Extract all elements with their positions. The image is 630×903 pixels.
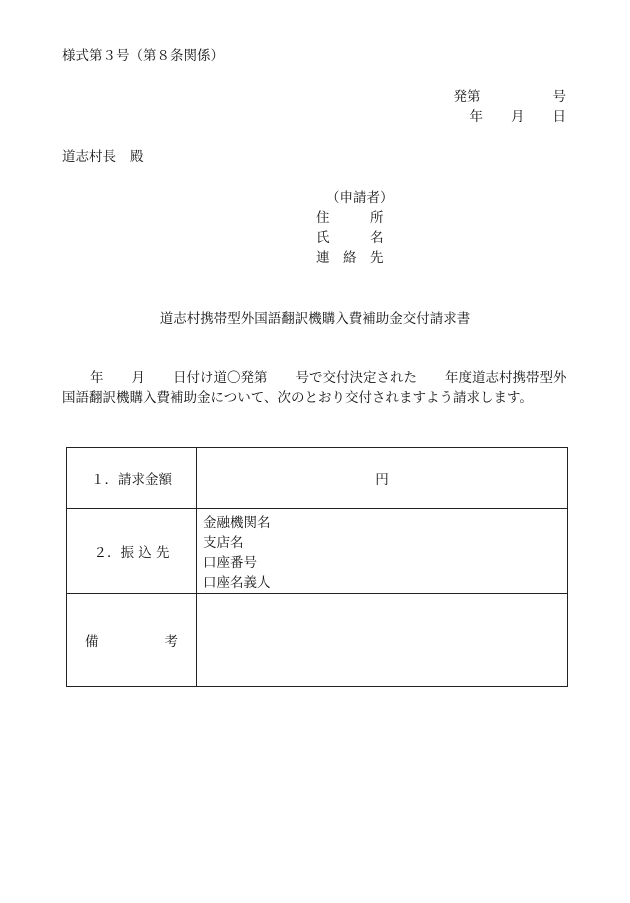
applicant-name-label: 氏 名: [316, 230, 384, 246]
table-row: [67, 509, 568, 594]
date-month: 月: [511, 109, 525, 125]
applicant-address-label: 住 所: [316, 210, 384, 226]
account-holder-label: 口座名義人: [203, 575, 271, 591]
body-fiscal-text: 年度道志村携帯型外: [445, 370, 567, 386]
date-day: 日: [552, 109, 566, 125]
addressee-name: 道志村長: [62, 149, 116, 165]
branch-name-label: 支店名: [203, 535, 244, 551]
claim-amount-label: １．請求金額: [67, 448, 197, 509]
body-decision-text: 日付け道〇発第: [173, 370, 268, 386]
bank-details-field[interactable]: [197, 509, 568, 594]
remarks-field[interactable]: [197, 594, 568, 687]
body-month: 月: [131, 370, 145, 386]
table-row: [67, 448, 568, 509]
body-number-text: 号で交付決定された: [295, 370, 417, 386]
body-line-2: 国語翻訳機購入費補助金について、次のとおり交付されますよう請求します。: [62, 390, 533, 406]
request-statement: [62, 368, 572, 408]
form-number: 様式第３号（第８条関係）: [62, 48, 224, 64]
document-title: 道志村携帯型外国語翻訳機購入費補助金交付請求書: [159, 311, 471, 327]
doc-number-suffix: 号: [552, 89, 566, 105]
applicant-heading: （申請者）: [326, 190, 394, 206]
remarks-label-left: 備: [85, 634, 99, 650]
addressee-honorific: 殿: [130, 149, 144, 165]
date-year: 年: [469, 109, 483, 125]
table-row: [67, 594, 568, 687]
applicant-block: [316, 188, 394, 268]
bank-name-label: 金融機関名: [203, 515, 271, 531]
applicant-contact-label: 連 絡 先: [316, 250, 384, 266]
remarks-label-right: 考: [164, 634, 178, 650]
document-number: [454, 88, 567, 106]
account-number-label: 口座番号: [203, 555, 257, 571]
transfer-destination-label: ２．振 込 先: [67, 509, 197, 594]
addressee: [62, 148, 144, 166]
claim-table: [66, 447, 568, 687]
document-date: [470, 108, 567, 126]
remarks-label: [67, 594, 197, 687]
doc-number-prefix: 発第: [453, 89, 481, 105]
yen-unit: 円: [375, 472, 389, 488]
body-year: 年: [90, 370, 104, 386]
claim-amount-field[interactable]: [197, 448, 568, 509]
